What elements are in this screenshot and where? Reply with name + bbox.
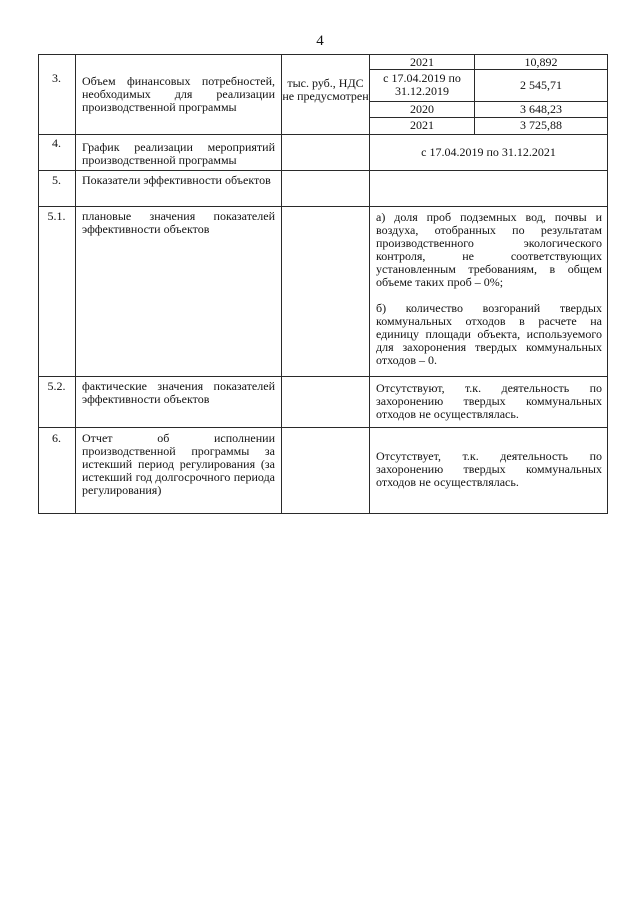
row-6-name: Отчет об исполнении производственной программы за истекший период регулирования (за истекший год долгосрочного периода регулирования): [82, 431, 275, 497]
row-5-1-name: плановые значения показателей эффективности объектов: [82, 209, 275, 236]
row-3-period-2-label: 2020: [410, 102, 434, 116]
row-5-1-value-b: б) количество возгораний твердых коммунальных отходов в расчете на единицу площади объекта, используемого для захоронения твердых коммунальных отходов – 0.: [376, 301, 602, 367]
row-6-number: 6.: [52, 431, 61, 445]
row-5-number: 5.: [52, 173, 61, 187]
row-3-number: 3.: [52, 71, 61, 85]
row-5-1-value-a: а) доля проб подземных вод, почвы и воздуха, отобранных по результатам производственного экологического контроля, не соответствующих установленным требованиям, в общем объеме таких проб – 0%;: [376, 210, 602, 289]
row-5-name: Показатели эффективности объектов: [82, 173, 271, 187]
year-2021-value: 10,892: [524, 55, 558, 69]
row-4-number: 4.: [52, 136, 61, 150]
row-6-value: Отсутствует, т.к. деятельность по захоронению твердых коммунальных отходов не осуществлялась.: [376, 449, 602, 489]
row-5-1-number: 5.1.: [47, 209, 66, 223]
row-5-2-name: фактические значения показателей эффективности объектов: [82, 379, 275, 406]
row-3-unit: тыс. руб., НДС не предусмотрен: [282, 76, 369, 103]
row-5-2-value: Отсутствуют, т.к. деятельность по захоронению твердых коммунальных отходов не осуществлялась.: [376, 381, 602, 421]
row-3-period-2-value: 3 648,23: [520, 102, 562, 116]
row-3-name: Объем финансовых потребностей, необходимых для реализации производственной программы: [82, 74, 275, 114]
row-5-2-number: 5.2.: [47, 379, 66, 393]
row-4-value: с 17.04.2019 по 31.12.2021: [421, 145, 556, 159]
page-number: 4: [316, 33, 324, 49]
year-2021-label: 2021: [410, 55, 434, 69]
row-3-period-3-value: 3 725,88: [520, 118, 562, 132]
row-3-period-1-value: 2 545,71: [520, 78, 562, 92]
row-4-name: График реализации мероприятий производственной программы: [82, 140, 275, 167]
row-3-period-1-label: с 17.04.2019 по 31.12.2019: [383, 71, 461, 98]
row-3-period-3-label: 2021: [410, 118, 434, 132]
document-table: [38, 54, 608, 514]
